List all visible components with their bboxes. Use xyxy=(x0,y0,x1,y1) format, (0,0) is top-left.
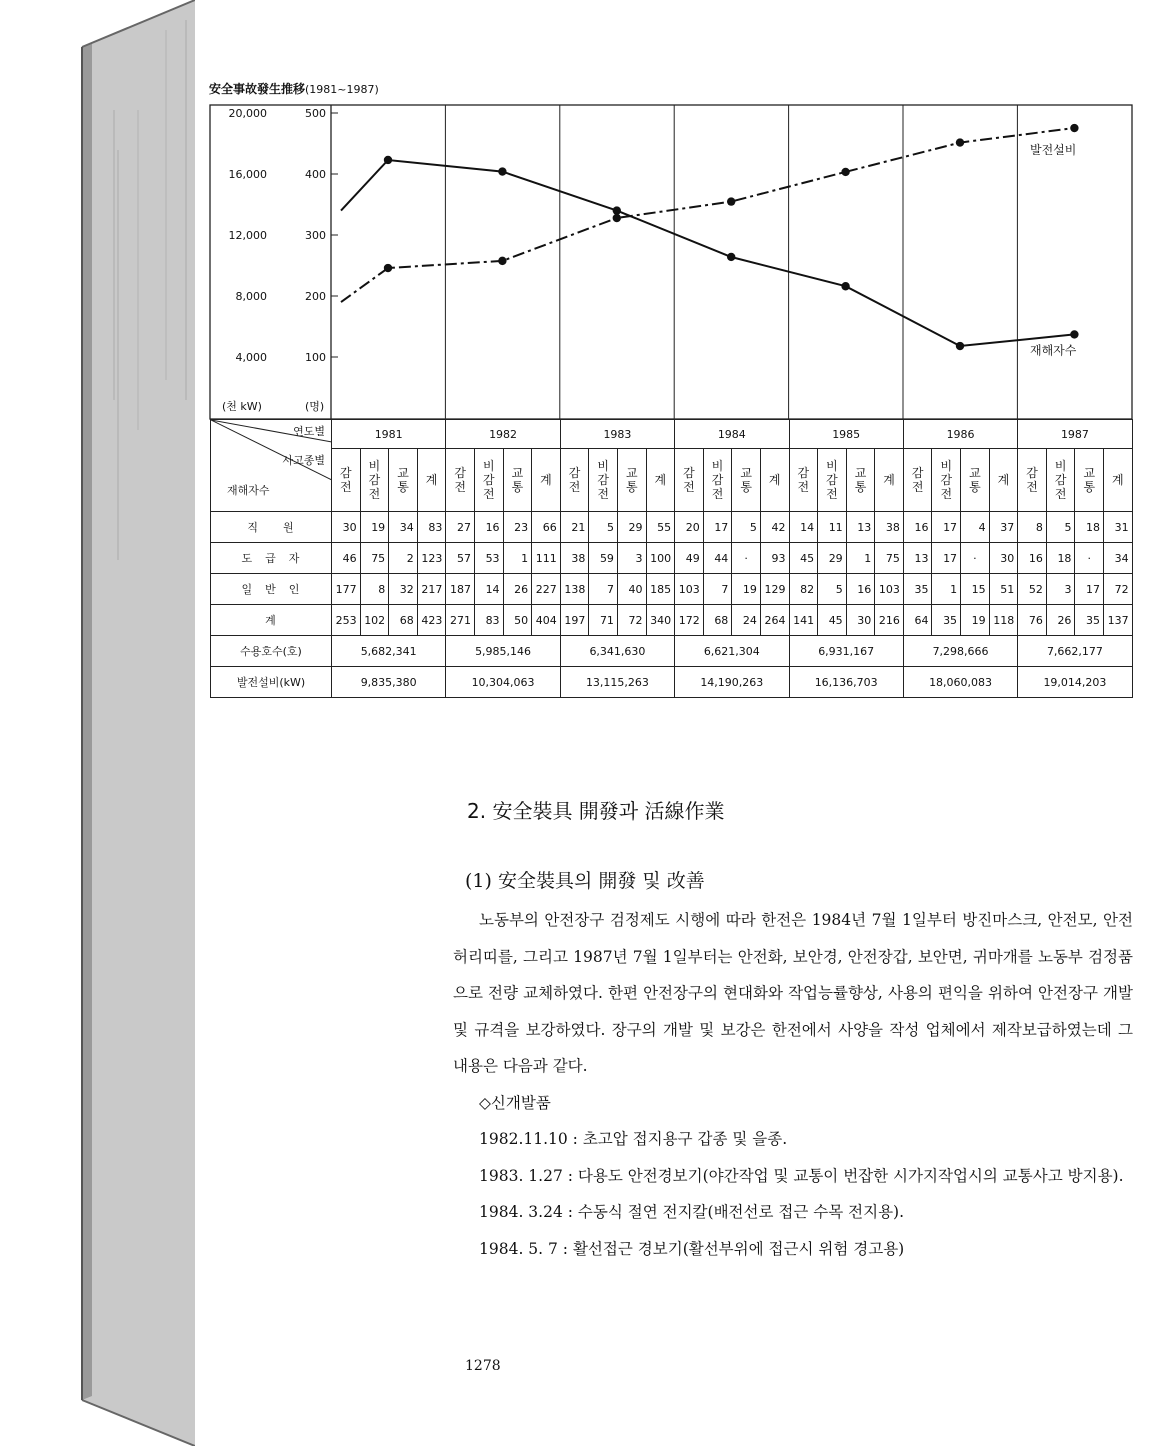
table-cell: 20 xyxy=(675,512,704,543)
data-point xyxy=(613,206,621,214)
table-cell: 38 xyxy=(875,512,904,543)
data-point xyxy=(613,214,621,222)
data-point xyxy=(384,264,392,272)
table-cell: 404 xyxy=(532,605,561,636)
sub-header: 비 감 전 xyxy=(360,449,389,512)
table-cell: 138 xyxy=(560,574,589,605)
table-cell: 129 xyxy=(760,574,789,605)
data-point xyxy=(498,257,506,265)
table-cell: 1 xyxy=(932,574,961,605)
year-header: 1983 xyxy=(560,420,674,449)
table-cell: 17 xyxy=(932,543,961,574)
table-cell: 75 xyxy=(875,543,904,574)
sub-header: 비 감 전 xyxy=(1046,449,1075,512)
y-tick-label-right: 300 xyxy=(305,229,326,242)
table-cell: 217 xyxy=(417,574,446,605)
table-cell: 17 xyxy=(703,512,732,543)
list-item: 1984. 5. 7 : 활선접근 경보기(활선부위에 접근시 위험 경고용) xyxy=(479,1239,905,1258)
table-cell: 13 xyxy=(903,543,932,574)
table-cell: 17 xyxy=(1075,574,1104,605)
row-label: 수용호수(호) xyxy=(211,636,332,667)
series-line-victims xyxy=(341,160,1074,346)
sub-header: 계 xyxy=(532,449,561,512)
data-point xyxy=(727,197,735,205)
table-cell: 32 xyxy=(389,574,418,605)
sub-header: 비 감 전 xyxy=(589,449,618,512)
sub-header: 계 xyxy=(417,449,446,512)
sub-header: 교 통 xyxy=(961,449,990,512)
row-label: 도 급 자 xyxy=(211,543,332,574)
table-cell: 100 xyxy=(646,543,675,574)
sub-header: 감 전 xyxy=(446,449,475,512)
table-cell: 34 xyxy=(389,512,418,543)
sub-header: 교 통 xyxy=(503,449,532,512)
table-cell: 5,985,146 xyxy=(446,636,560,667)
data-point xyxy=(1070,124,1078,132)
table-cell: 50 xyxy=(503,605,532,636)
table-cell: 172 xyxy=(675,605,704,636)
table-cell: 16 xyxy=(846,574,875,605)
table-cell: 6,621,304 xyxy=(675,636,789,667)
table-cell: 42 xyxy=(760,512,789,543)
table-cell: 5,682,341 xyxy=(332,636,446,667)
sub-header: 감 전 xyxy=(789,449,818,512)
table-cell: 7 xyxy=(703,574,732,605)
sub-header: 교 통 xyxy=(617,449,646,512)
sub-header: 비 감 전 xyxy=(818,449,847,512)
sub-header: 계 xyxy=(875,449,904,512)
table-cell: 15 xyxy=(961,574,990,605)
table-cell: 72 xyxy=(617,605,646,636)
table-cell: 177 xyxy=(332,574,361,605)
table-cell: 26 xyxy=(1046,605,1075,636)
year-header: 1982 xyxy=(446,420,560,449)
table-cell: 19,014,203 xyxy=(1018,667,1132,698)
table-cell: 19 xyxy=(360,512,389,543)
table-cell: 18 xyxy=(1046,543,1075,574)
year-header: 1984 xyxy=(675,420,789,449)
left-axis-unit: (천 kW) xyxy=(222,400,262,413)
table-cell: 253 xyxy=(332,605,361,636)
table-cell: 49 xyxy=(675,543,704,574)
table-cell: 7 xyxy=(589,574,618,605)
table-cell: 3 xyxy=(617,543,646,574)
table-cell: 16 xyxy=(474,512,503,543)
table-cell: 21 xyxy=(560,512,589,543)
table-cell: 38 xyxy=(560,543,589,574)
table-cell: 93 xyxy=(760,543,789,574)
table-cell: 5 xyxy=(589,512,618,543)
header-victim-label: 재해자수 xyxy=(227,484,270,497)
table-cell: 30 xyxy=(332,512,361,543)
row-label: 계 xyxy=(211,605,332,636)
table-cell: 10,304,063 xyxy=(446,667,560,698)
table-cell: 227 xyxy=(532,574,561,605)
paragraph: 노동부의 안전장구 검정제도 시행에 따라 한전은 1984년 7월 1일부터 방진마스크, 안전모, 안전허리띠를, 그리고 1987년 7월 1일부터는 안전화, 보안경, 안전장갑, 보안면, 귀마개를 노동부 검정품으로 전량 교체하였다. 한편 안전장구의 현대화와 작업능률향상, 사용의 편익을 위하여 안전장구 개발 및 규격을 보강하였다. 장구의 개발 및 보강은 한전에서 사양을 작성 업체에서 제작보급하였는데 그 내용은 다음과 같다. xyxy=(453,911,1133,1075)
accident-trend-chart xyxy=(195,0,1175,420)
sub-header: 감 전 xyxy=(560,449,589,512)
table-cell: 423 xyxy=(417,605,446,636)
table-cell: 72 xyxy=(1104,574,1133,605)
table-cell: 14,190,263 xyxy=(675,667,789,698)
year-header: 1981 xyxy=(332,420,446,449)
table-cell: 35 xyxy=(932,605,961,636)
table-cell: 111 xyxy=(532,543,561,574)
table-cell: 35 xyxy=(903,574,932,605)
table-cell: 37 xyxy=(989,512,1018,543)
table-cell: 45 xyxy=(818,605,847,636)
table-cell: 24 xyxy=(732,605,761,636)
y-tick-label-right: 200 xyxy=(305,290,326,303)
sub-header: 계 xyxy=(989,449,1018,512)
table-cell: 29 xyxy=(818,543,847,574)
table-cell: 19 xyxy=(732,574,761,605)
row-label: 직 원 xyxy=(211,512,332,543)
table-cell: 2 xyxy=(389,543,418,574)
header-type-label: 사고종별 xyxy=(282,454,325,467)
table-cell: 9,835,380 xyxy=(332,667,446,698)
list-heading: ◇신개발품 xyxy=(479,1093,551,1112)
y-tick-label-left: 16,000 xyxy=(228,168,267,181)
table-cell: 264 xyxy=(760,605,789,636)
list-item: 1984. 3.24 : 수동식 절연 전지칼(배전선로 접근 수목 전지용). xyxy=(479,1203,905,1221)
table-cell: 17 xyxy=(932,512,961,543)
table-cell: 271 xyxy=(446,605,475,636)
sub-header: 감 전 xyxy=(675,449,704,512)
header-diagonal-cell xyxy=(211,420,332,512)
y-tick-label-left: 8,000 xyxy=(235,290,267,303)
sub-header: 교 통 xyxy=(732,449,761,512)
sub-header: 비 감 전 xyxy=(474,449,503,512)
data-point xyxy=(498,167,506,175)
table-cell: 27 xyxy=(446,512,475,543)
sub-header: 계 xyxy=(1104,449,1133,512)
table-cell: 35 xyxy=(1075,605,1104,636)
table-cell: 59 xyxy=(589,543,618,574)
sub-header: 감 전 xyxy=(1018,449,1047,512)
table-cell: 31 xyxy=(1104,512,1133,543)
table-cell: 5 xyxy=(818,574,847,605)
y-tick-label-right: 500 xyxy=(305,107,326,120)
table-cell: 40 xyxy=(617,574,646,605)
sub-header: 교 통 xyxy=(389,449,418,512)
table-cell: 102 xyxy=(360,605,389,636)
series-label: 발전설비 xyxy=(1030,143,1077,158)
table-cell: 1 xyxy=(503,543,532,574)
table-cell: 197 xyxy=(560,605,589,636)
table-cell: 185 xyxy=(646,574,675,605)
sub-header: 교 통 xyxy=(1075,449,1104,512)
sub-header: 감 전 xyxy=(903,449,932,512)
table-cell: 7,662,177 xyxy=(1018,636,1132,667)
table-cell: 30 xyxy=(846,605,875,636)
table-cell: 141 xyxy=(789,605,818,636)
table-cell: 340 xyxy=(646,605,675,636)
y-tick-label-left: 4,000 xyxy=(235,351,267,364)
table-cell: 103 xyxy=(875,574,904,605)
table-cell: 45 xyxy=(789,543,818,574)
right-axis-unit: (명) xyxy=(305,400,325,413)
table-cell: · xyxy=(1075,543,1104,574)
list-item: 1982.11.10 : 초고압 접지용구 갑종 및 을종. xyxy=(479,1130,788,1148)
table-cell: 8 xyxy=(360,574,389,605)
year-header: 1987 xyxy=(1018,420,1132,449)
table-cell: 13 xyxy=(846,512,875,543)
series-line-capacity xyxy=(341,128,1077,302)
table-cell: 68 xyxy=(389,605,418,636)
table-cell: 53 xyxy=(474,543,503,574)
table-cell: 5 xyxy=(1046,512,1075,543)
table-cell: 16 xyxy=(1018,543,1047,574)
table-cell: 71 xyxy=(589,605,618,636)
table-cell: 16 xyxy=(903,512,932,543)
table-cell: 14 xyxy=(789,512,818,543)
data-point xyxy=(384,156,392,164)
sub-header: 비 감 전 xyxy=(703,449,732,512)
table-cell: 44 xyxy=(703,543,732,574)
body-text xyxy=(453,902,1133,1267)
sub-section-title: (1) 安全裝具의 開發 및 改善 xyxy=(465,870,705,892)
table-cell: 51 xyxy=(989,574,1018,605)
sub-header: 계 xyxy=(760,449,789,512)
table-cell: 76 xyxy=(1018,605,1047,636)
table-cell: 137 xyxy=(1104,605,1133,636)
table-cell: 83 xyxy=(474,605,503,636)
table-cell: 187 xyxy=(446,574,475,605)
page-number: 1278 xyxy=(465,1358,501,1374)
table-cell: · xyxy=(732,543,761,574)
table-cell: 57 xyxy=(446,543,475,574)
year-header: 1986 xyxy=(903,420,1017,449)
table-cell: 5 xyxy=(732,512,761,543)
table-cell: 216 xyxy=(875,605,904,636)
table-cell: 68 xyxy=(703,605,732,636)
y-tick-label-left: 12,000 xyxy=(228,229,267,242)
data-point xyxy=(841,282,849,290)
sub-header: 교 통 xyxy=(846,449,875,512)
data-point xyxy=(727,253,735,261)
table-cell: 11 xyxy=(818,512,847,543)
data-point xyxy=(956,138,964,146)
row-label: 발전설비(kW) xyxy=(211,667,332,698)
table-cell: 13,115,263 xyxy=(560,667,674,698)
table-cell: 82 xyxy=(789,574,818,605)
y-tick-label-right: 100 xyxy=(305,351,326,364)
table-cell: 66 xyxy=(532,512,561,543)
table-cell: 46 xyxy=(332,543,361,574)
accident-stats-table xyxy=(210,419,1133,698)
table-cell: 18,060,083 xyxy=(903,667,1017,698)
table-cell: 118 xyxy=(989,605,1018,636)
table-cell: 19 xyxy=(961,605,990,636)
table-cell: 8 xyxy=(1018,512,1047,543)
table-cell: 4 xyxy=(961,512,990,543)
table-cell: 29 xyxy=(617,512,646,543)
sub-header: 비 감 전 xyxy=(932,449,961,512)
table-cell: 64 xyxy=(903,605,932,636)
y-tick-label-left: 20,000 xyxy=(228,107,267,120)
sub-header: 감 전 xyxy=(332,449,361,512)
data-point xyxy=(956,342,964,350)
table-cell: 6,931,167 xyxy=(789,636,903,667)
table-cell: 30 xyxy=(989,543,1018,574)
year-header: 1985 xyxy=(789,420,903,449)
table-cell: 75 xyxy=(360,543,389,574)
table-cell: 16,136,703 xyxy=(789,667,903,698)
series-label: 재해자수 xyxy=(1030,343,1077,358)
table-cell: 1 xyxy=(846,543,875,574)
chart-title: 安全事故發生推移(1981~1987) xyxy=(209,82,379,96)
data-point xyxy=(841,168,849,176)
data-point xyxy=(1070,330,1078,338)
table-cell: 83 xyxy=(417,512,446,543)
table-cell: 123 xyxy=(417,543,446,574)
header-year-label: 연도별 xyxy=(293,425,325,438)
section-title: 2. 安全裝具 開發과 活線作業 xyxy=(467,799,725,823)
table-cell: 103 xyxy=(675,574,704,605)
table-cell: 34 xyxy=(1104,543,1133,574)
table-cell: 55 xyxy=(646,512,675,543)
table-cell: 18 xyxy=(1075,512,1104,543)
table-cell: 52 xyxy=(1018,574,1047,605)
table-cell: 14 xyxy=(474,574,503,605)
table-cell: · xyxy=(961,543,990,574)
table-cell: 23 xyxy=(503,512,532,543)
table-cell: 6,341,630 xyxy=(560,636,674,667)
sub-header: 계 xyxy=(646,449,675,512)
chart-frame xyxy=(210,105,1132,419)
y-tick-label-right: 400 xyxy=(305,168,326,181)
table-cell: 26 xyxy=(503,574,532,605)
table-cell: 3 xyxy=(1046,574,1075,605)
table-cell: 7,298,666 xyxy=(903,636,1017,667)
document-page xyxy=(195,0,1175,1446)
row-label: 일 반 인 xyxy=(211,574,332,605)
list-item: 1983. 1.27 : 다용도 안전경보기(야간작업 및 교통이 번잡한 시가지작업시의 교통사고 방지용). xyxy=(479,1166,1124,1185)
